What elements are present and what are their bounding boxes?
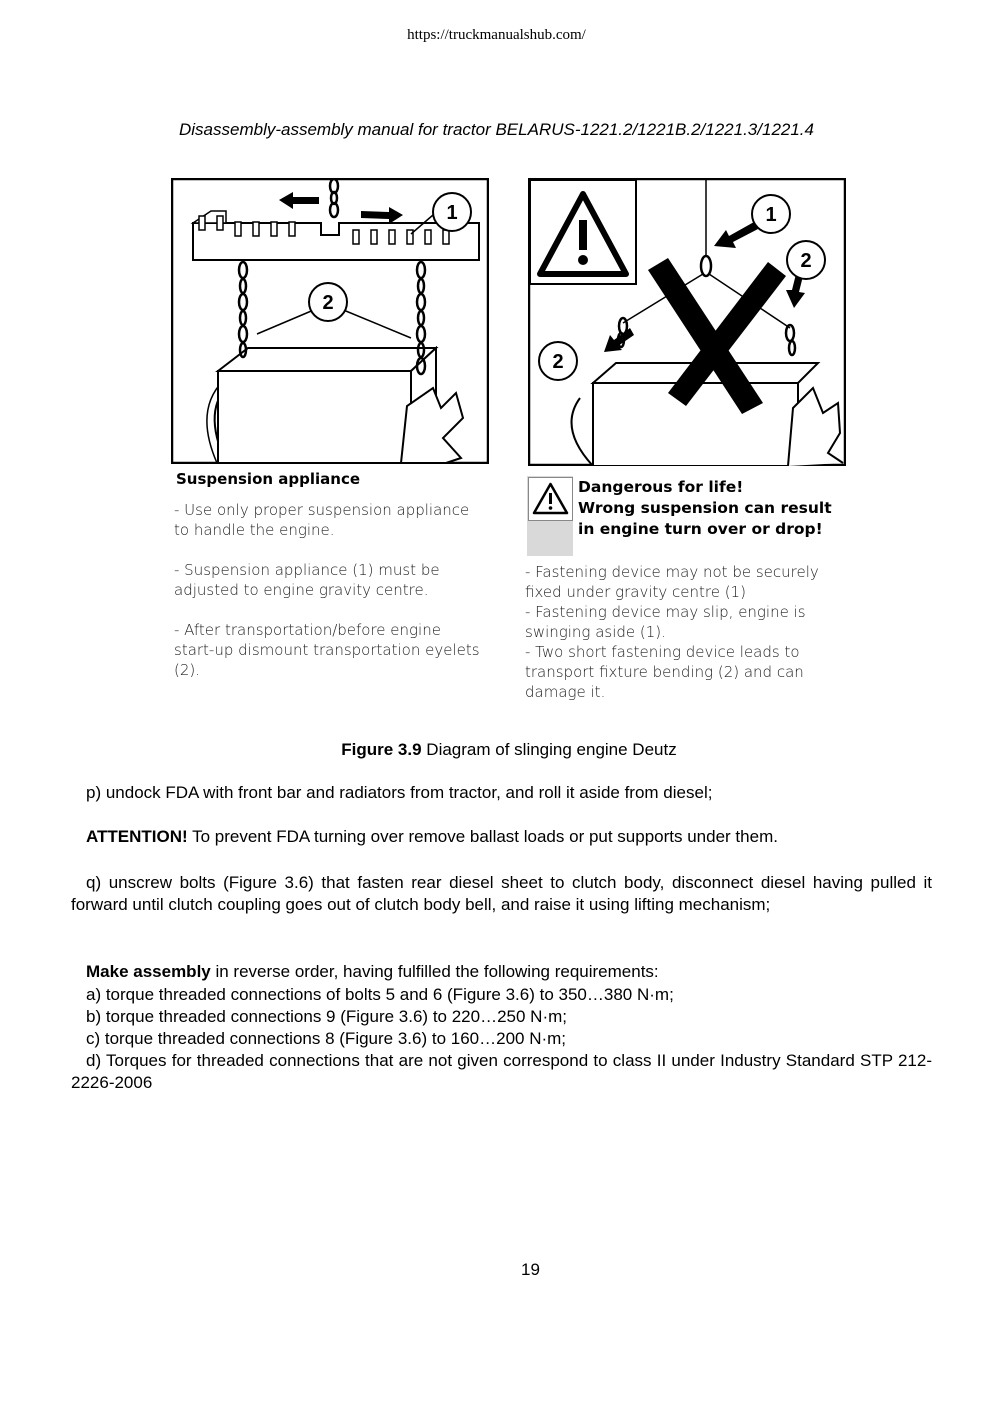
attention-label: ATTENTION! [86, 827, 188, 846]
right-note-1: - Fastening device may not be securely [525, 563, 819, 581]
right-note-5: - Two short fastening device leads to [525, 643, 800, 661]
requirement-a: a) torque threaded connections of bolts 5 and 6 (Figure 3.6) to 350…380 N·m; [86, 985, 674, 1004]
left-note-7: (2). [174, 661, 201, 679]
attention-paragraph [71, 826, 932, 848]
callout-2: 2 [322, 292, 334, 314]
step-p: p) undock FDA with front bar and radiators from tractor, and roll it aside from diesel; [86, 783, 713, 802]
left-note-6: start-up dismount transportation eyelets [174, 641, 480, 659]
assembly-text: in reverse order, having fulfilled the following requirements: [210, 962, 659, 981]
danger-warning [527, 476, 845, 556]
left-note-3: - Suspension appliance (1) must be [174, 561, 440, 579]
figure-caption-text: Diagram of slinging engine Deutz [421, 740, 677, 759]
right-note-3: - Fastening device may slip, engine is [525, 603, 806, 621]
suspension-appliance-title: Suspension appliance [176, 470, 361, 488]
source-url: https://truckmanualshub.com/ [407, 27, 586, 43]
requirement-d: d) Torques for threaded connections that are not given correspond to class II under Industry Standard STP 212-2226-2006 [71, 1051, 932, 1092]
right-note-7: damage it. [525, 683, 606, 701]
callout-2: 2 [800, 250, 812, 272]
page-number: 19 [521, 1260, 540, 1279]
left-note-4: adjusted to engine gravity centre. [174, 581, 429, 599]
callout-2: 2 [552, 351, 564, 373]
warning-text [578, 477, 832, 540]
requirement-b: b) torque threaded connections 9 (Figure 3.6) to 220…250 N·m; [86, 1007, 567, 1026]
right-note-2: fixed under gravity centre (1) [525, 583, 746, 601]
figure-caption-label: Figure 3.9 [341, 740, 422, 759]
right-note-6: transport fixture bending (2) and can [525, 663, 804, 681]
left-note-2: to handle the engine. [174, 521, 335, 539]
figure-caption [0, 740, 993, 760]
warning-icon-cell [527, 476, 573, 556]
warning-line-1: Dangerous for life! [578, 478, 744, 496]
assembly-label: Make assembly [86, 962, 211, 981]
left-note-1: - Use only proper suspension appliance [174, 501, 470, 519]
right-note-4: swinging aside (1). [525, 623, 666, 641]
assembly-paragraph [71, 961, 932, 983]
warning-line-2: Wrong suspension can result [578, 499, 832, 517]
figure-wrong-suspension [528, 178, 846, 466]
suspension-appliance-drawing [171, 178, 489, 464]
callout-1: 1 [446, 202, 458, 224]
warning-icon [529, 478, 572, 520]
page-header: Disassembly-assembly manual for tractor BELARUS-1221.2/1221B.2/1221.3/1221.4 [178, 120, 814, 139]
callout-1: 1 [765, 204, 777, 226]
attention-text: To prevent FDA turning over remove ballast loads or put supports under them. [187, 827, 778, 846]
warning-line-3: in engine turn over or drop! [578, 520, 823, 538]
figure-suspension-appliance [171, 178, 489, 464]
step-q: q) unscrew bolts (Figure 3.6) that fasten rear diesel sheet to clutch body, disconnect diesel having pulled it forward until clutch coupling goes out of clutch body bell, and raise it using lifting mechanism; [71, 873, 932, 914]
left-note-5: - After transportation/before engine [174, 621, 441, 639]
wrong-suspension-drawing [528, 178, 846, 466]
requirement-c: c) torque threaded connections 8 (Figure 3.6) to 160…200 N·m; [86, 1029, 567, 1048]
